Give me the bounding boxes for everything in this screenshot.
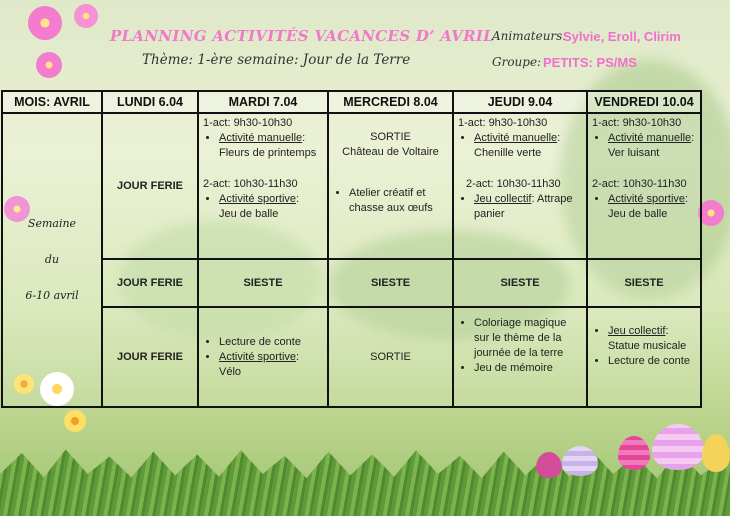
schedule-table <box>1 90 702 408</box>
easter-egg <box>618 436 650 470</box>
activity-type: Activité sportive <box>219 193 297 205</box>
cell-vendredi-morning: 1-act: 9h30-10h30 • Activité manuelle: Ver luisant 2-act: 10h30-11h30 • Activité sportive: Jeu de balle <box>587 113 701 259</box>
activity-type: Activité sportive <box>608 193 686 205</box>
animateurs-label: Animateurs: <box>492 29 567 43</box>
cell-mardi-morning: 1-act: 9h30-10h30 • Activité manuelle: Fleurs de printemps 2-act: 10h30-11h30 • Activité sportive: Jeu de balle <box>198 113 328 259</box>
groupe-value: PETITS: PS/MS <box>543 55 637 70</box>
activity-type: Activité sportive <box>219 350 297 363</box>
cell-lundi-afternoon: JOUR FERIE <box>102 307 198 407</box>
sortie-place: Château de Voltaire <box>342 146 439 158</box>
header-mois: MOIS: AVRIL <box>2 91 102 113</box>
cell-jeudi-midday: SIESTE <box>453 259 587 307</box>
activity-item: • Jeu de mémoire <box>474 361 582 376</box>
activity-name: Fleurs de printemps <box>219 147 317 159</box>
week-label-cell <box>2 113 102 407</box>
cell-mercredi-afternoon: SORTIE <box>328 307 453 407</box>
activity-time: 1-act: 9h30-10h30 <box>592 117 682 129</box>
activity-item: • Lecture de conte <box>219 335 323 350</box>
header-mercredi: MERCREDI 8.04 <box>328 91 453 113</box>
theme-subtitle: Thème: 1-ère semaine: Jour de la Terre <box>142 52 411 68</box>
cell-mercredi-morning <box>328 113 453 259</box>
activity-type: Jeu collectif <box>608 325 666 337</box>
activity-item: • Atelier créatif et chasse aux œufs <box>349 186 448 216</box>
cell-vendredi-afternoon: • Jeu collectif: Statue musicale • Lecture de conte <box>587 307 701 407</box>
activity-name: Vélo <box>219 365 242 378</box>
cell-lundi-morning: JOUR FERIE <box>102 113 198 259</box>
table-row-morning <box>2 113 701 259</box>
activity-item: • Lecture de conte <box>608 354 696 369</box>
activity-type: Activité manuelle <box>219 132 303 144</box>
activity-name: Chenille verte <box>474 147 542 159</box>
activity-time: 2-act: 10h30-11h30 <box>592 178 687 190</box>
activity-item: • Coloriage magique sur le thème de la journée de la terre <box>474 316 582 361</box>
animateurs-value: Sylvie, Eroll, Clirim <box>563 29 681 44</box>
activity-type: Jeu collectif <box>474 193 532 205</box>
flower-decoration <box>36 52 62 78</box>
table-row-midday <box>2 259 701 307</box>
activity-time: 1-act: 9h30-10h30 <box>458 117 548 129</box>
easter-egg <box>702 434 730 472</box>
header-jeudi: JEUDI 9.04 <box>453 91 587 113</box>
flower-decoration <box>64 410 86 432</box>
cell-mardi-afternoon: • Lecture de conte • Activité sportive: Vélo <box>198 307 328 407</box>
sortie-label: SORTIE <box>370 131 411 143</box>
easter-egg <box>536 452 562 478</box>
cell-vendredi-midday: SIESTE <box>587 259 701 307</box>
flower-decoration <box>28 6 62 40</box>
cell-mardi-midday: SIESTE <box>198 259 328 307</box>
table-row-afternoon <box>2 307 701 407</box>
activity-type: Activité manuelle <box>474 132 558 144</box>
header-vendredi: VENDREDI 10.04 <box>587 91 701 113</box>
activity-time: 2-act: 10h30-11h30 <box>203 178 298 190</box>
cell-jeudi-morning: 1-act: 9h30-10h30 • Activité manuelle: Chenille verte 2-act: 10h30-11h30 • Jeu collectif: Attrape panier <box>453 113 587 259</box>
easter-egg <box>562 446 598 476</box>
activity-type: Activité manuelle <box>608 132 692 144</box>
activity-name: Ver luisant <box>608 147 660 159</box>
week-label-line: du <box>44 253 60 266</box>
activity-name: Attrape panier <box>474 193 573 220</box>
activity-name: Statue musicale <box>608 340 687 352</box>
cell-jeudi-afternoon <box>453 307 587 407</box>
activity-name: Jeu de balle <box>219 208 279 220</box>
cell-lundi-midday: JOUR FERIE <box>102 259 198 307</box>
header-mardi: MARDI 7.04 <box>198 91 328 113</box>
activity-name: Jeu de balle <box>608 208 668 220</box>
page-title: PLANNING ACTIVITÉS VACANCES D’ AVRIL <box>110 27 494 45</box>
activity-time: 1-act: 9h30-10h30 <box>203 117 293 129</box>
easter-egg <box>652 424 704 470</box>
groupe-label: Groupe: <box>492 55 542 69</box>
activity-time: 2-act: 10h30-11h30 <box>466 178 561 190</box>
header-lundi: LUNDI 6.04 <box>102 91 198 113</box>
week-label-line: Semaine <box>27 217 77 230</box>
cell-mercredi-midday: SIESTE <box>328 259 453 307</box>
week-label-line: 6-10 avril <box>25 289 79 302</box>
table-header-row <box>2 91 701 113</box>
flower-decoration <box>74 4 98 28</box>
